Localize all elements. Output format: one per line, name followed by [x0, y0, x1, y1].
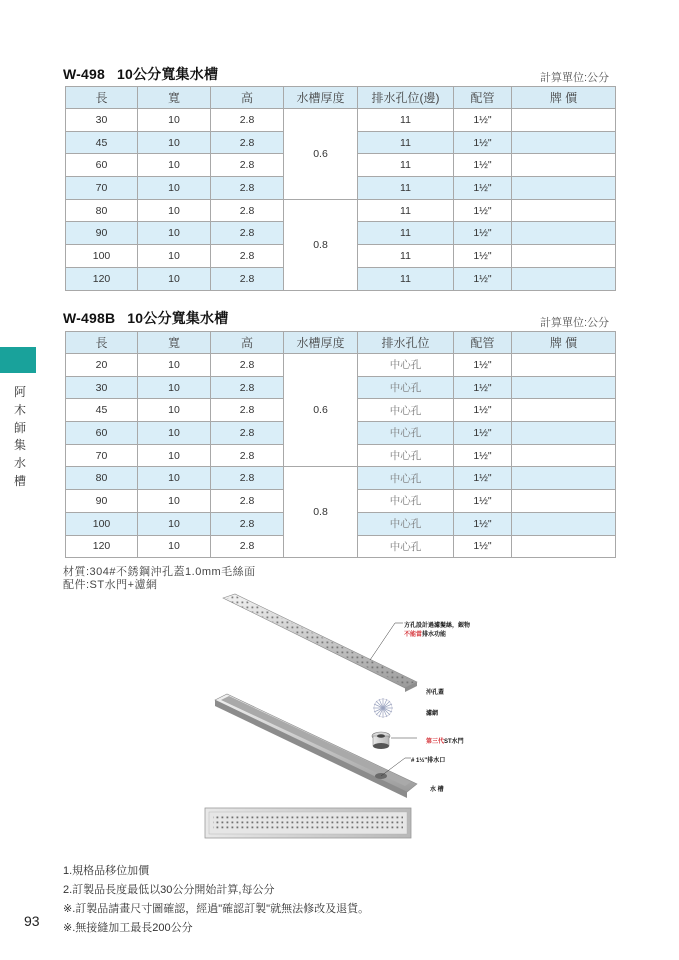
- width-cell: 10: [138, 535, 211, 558]
- pipe-cell: 1½": [454, 177, 512, 200]
- table-row: [66, 199, 616, 222]
- drain-position-cell: 中心孔: [358, 354, 454, 377]
- callout-leader-lines: [370, 623, 417, 776]
- price-cell: [512, 399, 616, 422]
- pipe-cell: 1½": [454, 154, 512, 177]
- pipe-cell: 1½": [454, 222, 512, 245]
- pipe-cell: 1½": [454, 422, 512, 445]
- filter-mesh-image: [373, 698, 393, 718]
- table1-header-cell: 排水孔位(邊): [358, 87, 454, 109]
- drain-position-cell: 中心孔: [358, 444, 454, 467]
- pipe-cell: 1½": [454, 354, 512, 377]
- height-cell: 2.8: [211, 131, 284, 154]
- pipe-cell: 1½": [454, 444, 512, 467]
- price-cell: [512, 490, 616, 513]
- table2-header-cell: 長: [66, 332, 138, 354]
- side-label-char: 水: [13, 456, 26, 471]
- pipe-cell: 1½": [454, 267, 512, 290]
- table2-title: [63, 308, 228, 328]
- width-cell: 10: [138, 444, 211, 467]
- thickness-cell: 0.6: [284, 354, 358, 467]
- pipe-cell: 1½": [454, 199, 512, 222]
- note-item: 2.訂製品長度最低以30公分開始計算,每公分: [63, 884, 275, 896]
- height-cell: 2.8: [211, 354, 284, 377]
- table-row: [66, 109, 616, 132]
- drain-position-cell: 11: [358, 177, 454, 200]
- length-cell: 120: [66, 535, 138, 558]
- st-gate-callout: [426, 736, 464, 745]
- tank-callout: 水 槽: [430, 787, 444, 793]
- drain-position-cell: 11: [358, 154, 454, 177]
- drain-position-cell: 中心孔: [358, 512, 454, 535]
- length-cell: 20: [66, 354, 138, 377]
- width-cell: 10: [138, 512, 211, 535]
- table1-header-cell: 水槽厚度: [284, 87, 358, 109]
- width-cell: 10: [138, 376, 211, 399]
- drain-position-cell: 11: [358, 199, 454, 222]
- height-cell: 2.8: [211, 399, 284, 422]
- drain-position-cell: 中心孔: [358, 535, 454, 558]
- length-cell: 45: [66, 131, 138, 154]
- section-side-label: [13, 384, 27, 491]
- drain-position-cell: 11: [358, 245, 454, 268]
- table2-header-cell: 牌 價: [512, 332, 616, 354]
- thickness-cell: 0.8: [284, 467, 358, 558]
- st-water-gate-image: [372, 732, 390, 749]
- table1-title: [63, 64, 218, 84]
- price-cell: [512, 444, 616, 467]
- height-cell: 2.8: [211, 376, 284, 399]
- design-callout: [404, 620, 470, 638]
- price-cell: [512, 467, 616, 490]
- side-label-char: 師: [13, 420, 26, 435]
- pipe-cell: 1½": [454, 467, 512, 490]
- price-cell: [512, 512, 616, 535]
- drain-position-cell: 中心孔: [358, 399, 454, 422]
- side-label-char: 槽: [13, 473, 26, 488]
- length-cell: 70: [66, 177, 138, 200]
- width-cell: 10: [138, 267, 211, 290]
- table2-header-cell: 寬: [138, 332, 211, 354]
- design-callout-warning: 不能當: [404, 632, 423, 638]
- table1-spec-table: [65, 86, 616, 291]
- width-cell: 10: [138, 354, 211, 377]
- height-cell: 2.8: [211, 535, 284, 558]
- table2-header-cell: 配管: [454, 332, 512, 354]
- side-label-char: 集: [13, 438, 26, 453]
- table1-header-row: [66, 87, 616, 109]
- table2-header-cell: 排水孔位: [358, 332, 454, 354]
- width-cell: 10: [138, 490, 211, 513]
- table2-unit: 計算單位:公分: [540, 317, 610, 329]
- width-cell: 10: [138, 199, 211, 222]
- height-cell: 2.8: [211, 512, 284, 535]
- pipe-cell: 1½": [454, 512, 512, 535]
- drain-position-cell: 11: [358, 109, 454, 132]
- height-cell: 2.8: [211, 154, 284, 177]
- price-cell: [512, 422, 616, 445]
- pipe-cell: 1½": [454, 376, 512, 399]
- length-cell: 45: [66, 399, 138, 422]
- drain-position-cell: 11: [358, 267, 454, 290]
- width-cell: 10: [138, 177, 211, 200]
- table-row: [66, 467, 616, 490]
- length-cell: 70: [66, 444, 138, 467]
- width-cell: 10: [138, 467, 211, 490]
- drain-position-cell: 11: [358, 131, 454, 154]
- pipe-cell: 1½": [454, 131, 512, 154]
- design-callout-line1: 方孔設計過濾髮絲，銀物: [404, 623, 471, 629]
- side-label-char: 阿: [13, 385, 26, 399]
- side-label-char: 木: [13, 402, 26, 417]
- length-cell: 80: [66, 467, 138, 490]
- width-cell: 10: [138, 245, 211, 268]
- length-cell: 30: [66, 376, 138, 399]
- table2-header-cell: 水槽厚度: [284, 332, 358, 354]
- note-item: 1.規格品移位加價: [63, 865, 150, 877]
- cover-callout: 沖孔蓋: [426, 690, 445, 696]
- table1-model-code: W-498: [63, 66, 105, 82]
- note-item: ※.無接縫加工最長200公分: [63, 922, 193, 934]
- price-cell: [512, 222, 616, 245]
- height-cell: 2.8: [211, 199, 284, 222]
- length-cell: 100: [66, 245, 138, 268]
- width-cell: 10: [138, 399, 211, 422]
- table1-unit: 計算單位:公分: [540, 72, 610, 84]
- table2-header-row: [66, 332, 616, 354]
- width-cell: 10: [138, 109, 211, 132]
- table2-model-code: W-498B: [63, 310, 116, 326]
- price-cell: [512, 154, 616, 177]
- price-cell: [512, 131, 616, 154]
- drain-position-cell: 中心孔: [358, 422, 454, 445]
- note-item: ※.訂製品請畫尺寸圖確認，經過"確認訂製"就無法修改及退貨。: [63, 903, 370, 915]
- drain-callout: # 1½"排水口: [411, 758, 446, 764]
- table1-header-cell: 高: [211, 87, 284, 109]
- length-cell: 60: [66, 154, 138, 177]
- table2-model-name: 10公分寬集水槽: [127, 310, 229, 326]
- height-cell: 2.8: [211, 177, 284, 200]
- height-cell: 2.8: [211, 267, 284, 290]
- table1-header-cell: 配管: [454, 87, 512, 109]
- price-cell: [512, 245, 616, 268]
- price-cell: [512, 354, 616, 377]
- pipe-cell: 1½": [454, 490, 512, 513]
- length-cell: 100: [66, 512, 138, 535]
- price-cell: [512, 199, 616, 222]
- width-cell: 10: [138, 154, 211, 177]
- length-cell: 90: [66, 222, 138, 245]
- table1-header-cell: 寬: [138, 87, 211, 109]
- pipe-cell: 1½": [454, 535, 512, 558]
- table1-header-cell: 長: [66, 87, 138, 109]
- length-cell: 30: [66, 109, 138, 132]
- height-cell: 2.8: [211, 490, 284, 513]
- price-cell: [512, 535, 616, 558]
- height-cell: 2.8: [211, 422, 284, 445]
- height-cell: 2.8: [211, 444, 284, 467]
- table2-header-cell: 高: [211, 332, 284, 354]
- height-cell: 2.8: [211, 109, 284, 132]
- width-cell: 10: [138, 222, 211, 245]
- height-cell: 2.8: [211, 245, 284, 268]
- length-cell: 90: [66, 490, 138, 513]
- table1-header-cell: 牌 價: [512, 87, 616, 109]
- section-tab-marker: [0, 347, 36, 373]
- table1-model-name: 10公分寬集水槽: [116, 66, 219, 82]
- width-cell: 10: [138, 131, 211, 154]
- pipe-cell: 1½": [454, 399, 512, 422]
- page-number: 93: [24, 913, 40, 929]
- pipe-cell: 1½": [454, 109, 512, 132]
- material-info: [63, 566, 256, 592]
- design-callout-rest: 排水功能: [422, 632, 447, 638]
- price-cell: [512, 109, 616, 132]
- table-row: [66, 354, 616, 377]
- accessory-line: 配件:ST水門+濾網: [63, 579, 158, 591]
- thickness-cell: 0.6: [284, 109, 358, 200]
- design-callout-line2: [404, 629, 470, 638]
- price-cell: [512, 267, 616, 290]
- length-cell: 80: [66, 199, 138, 222]
- st-gate-name: ST水門: [444, 739, 464, 745]
- table2-spec-table: [65, 331, 616, 558]
- length-cell: 60: [66, 422, 138, 445]
- length-cell: 120: [66, 267, 138, 290]
- st-gate-generation: 第三代: [426, 739, 445, 745]
- pipe-cell: 1½": [454, 245, 512, 268]
- drain-position-cell: 中心孔: [358, 490, 454, 513]
- cover-top-view-image: [205, 808, 411, 838]
- thickness-cell: 0.8: [284, 199, 358, 290]
- filter-callout: 濾網: [426, 711, 439, 717]
- notes-list: [63, 862, 369, 938]
- price-cell: [512, 376, 616, 399]
- price-cell: [512, 177, 616, 200]
- drain-position-cell: 11: [358, 222, 454, 245]
- drain-position-cell: 中心孔: [358, 376, 454, 399]
- height-cell: 2.8: [211, 467, 284, 490]
- width-cell: 10: [138, 422, 211, 445]
- material-line: 材質:304#不銹鋼沖孔蓋1.0mm毛絲面: [63, 566, 256, 578]
- drain-position-cell: 中心孔: [358, 467, 454, 490]
- height-cell: 2.8: [211, 222, 284, 245]
- perforated-cover-image: [223, 594, 417, 692]
